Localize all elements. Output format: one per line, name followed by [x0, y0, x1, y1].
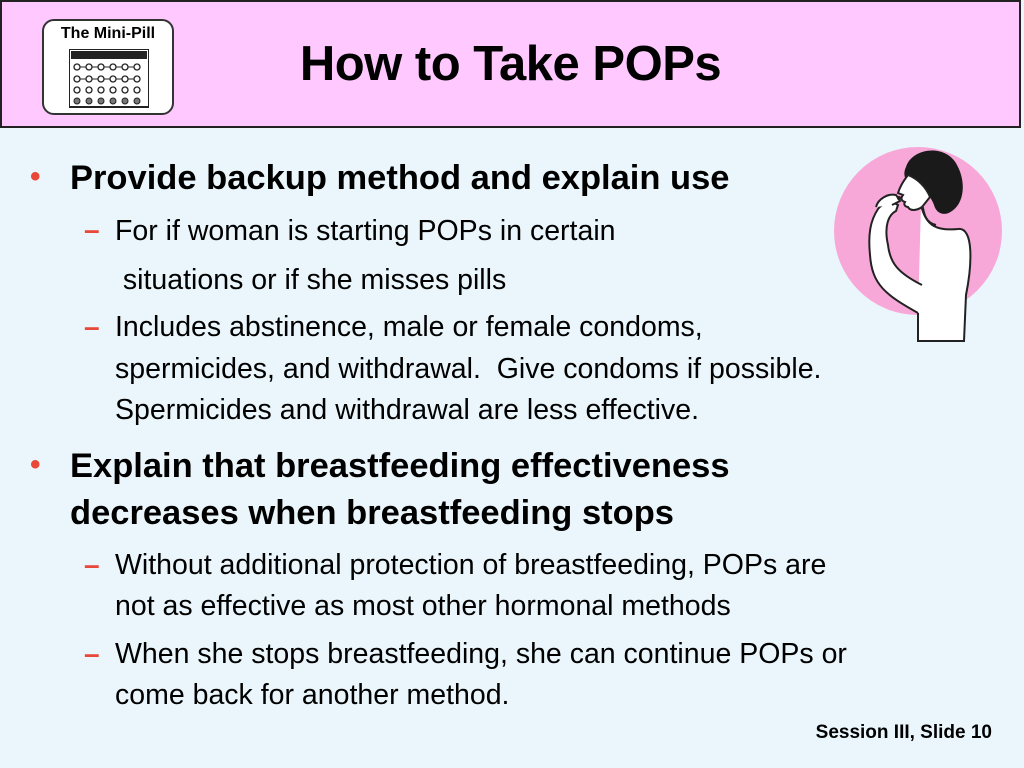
sub-bullet-2b-line1: When she stops breastfeeding, she can continue POPs or [115, 638, 847, 670]
bullet-marker: • [30, 448, 41, 481]
bullet-2-line2: decreases when breastfeeding stops [70, 494, 674, 532]
sub-bullet-marker: – [84, 549, 100, 580]
bullet-2-line1: Explain that breastfeeding effectiveness [70, 447, 730, 485]
title-band [0, 0, 1021, 128]
slide-footer: Session III, Slide 10 [815, 722, 992, 743]
bullet-marker: • [30, 160, 41, 193]
bullet-1-text: Provide backup method and explain use [70, 159, 730, 197]
sub-bullet-2b-line2: come back for another method. [115, 679, 510, 711]
sub-bullet-2a-line1: Without additional protection of breastfeeding, POPs are [115, 549, 827, 581]
sub-bullet-marker: – [84, 214, 100, 245]
sub-bullet-1a-line2: situations or if she misses pills [115, 264, 507, 296]
slide-title: How to Take POPs [299, 37, 722, 91]
logo-label: The Mini-Pill [60, 25, 156, 42]
sub-bullet-2a-line2: not as effective as most other hormonal methods [115, 590, 731, 622]
sub-bullet-1a-line1: For if woman is starting POPs in certain [115, 215, 616, 247]
sub-bullet-1b-line3: Spermicides and withdrawal are less effective. [115, 394, 699, 426]
woman-taking-pill-illustration [826, 145, 1016, 345]
sub-bullet-1b-line1: Includes abstinence, male or female condoms, [115, 311, 703, 343]
sub-bullet-1b-line2: spermicides, and withdrawal. Give condoms if possible. [115, 353, 822, 385]
sub-bullet-marker: – [84, 311, 100, 342]
sub-bullet-marker: – [84, 638, 100, 669]
